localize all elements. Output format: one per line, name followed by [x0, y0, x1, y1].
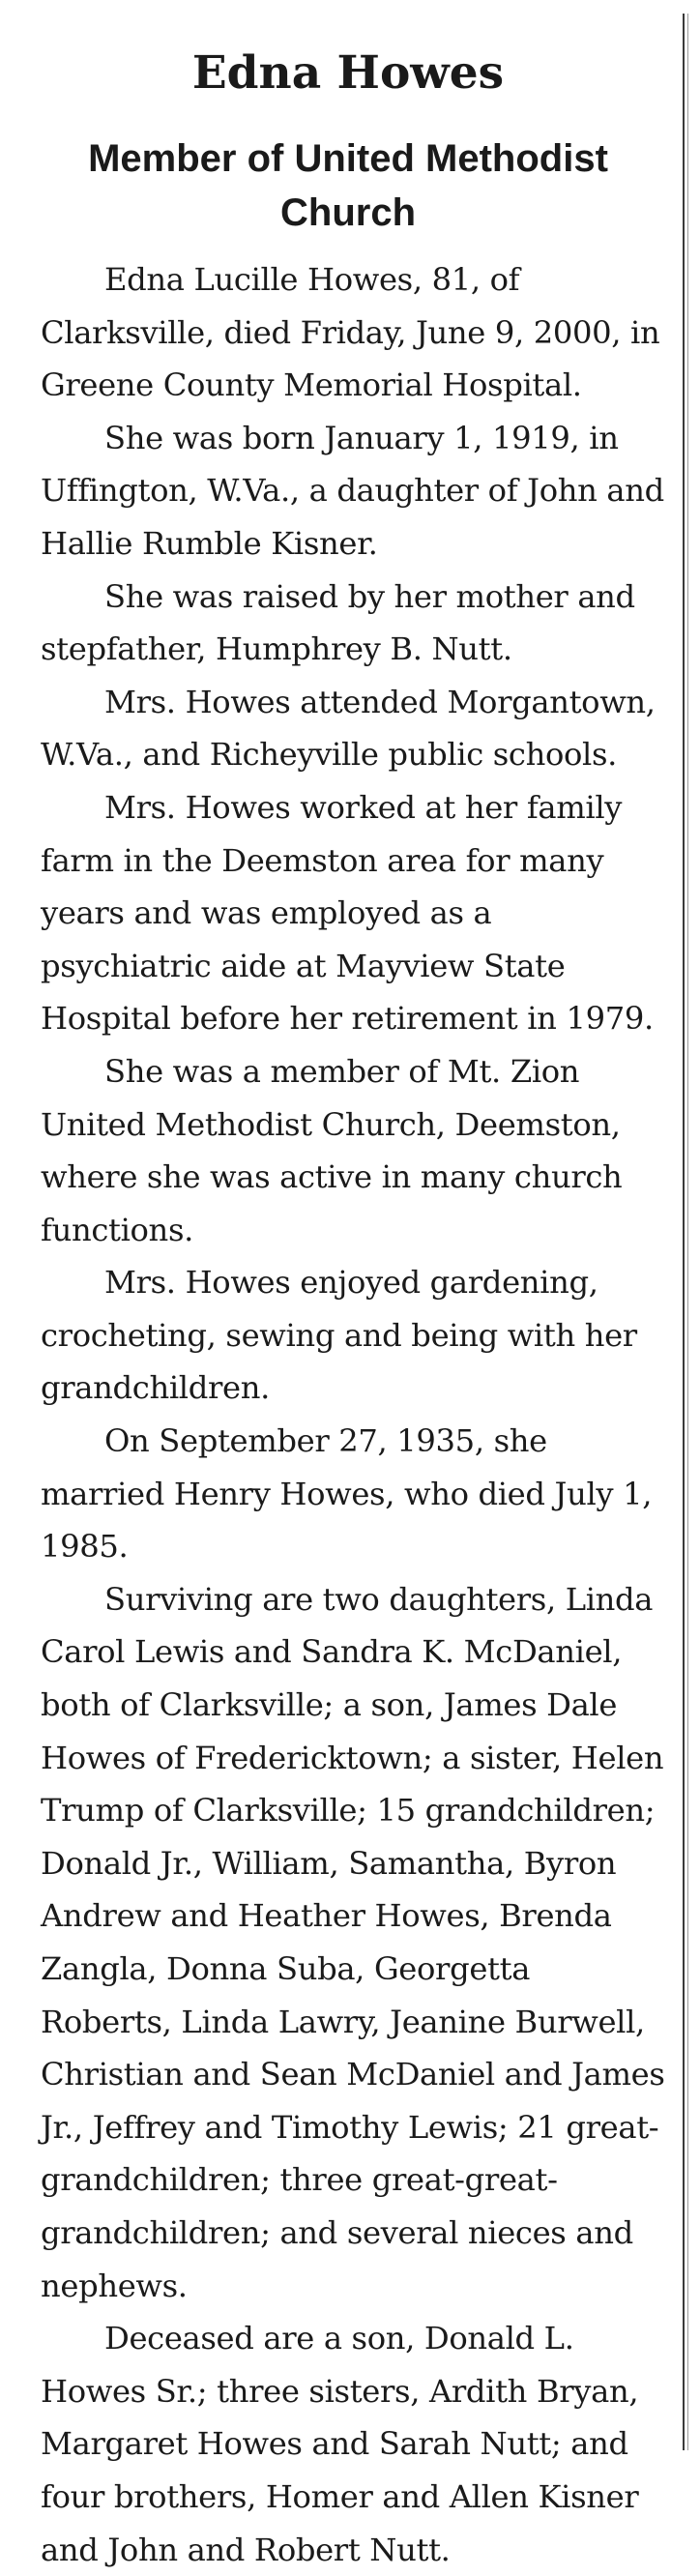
column-rule-shadow: [687, 14, 688, 2450]
paragraph-career: Mrs. Howes worked at her family farm in the Deemston area for many years and was employed as a psychiatric aide at Mayview State Hospital before her retirement in 1979.: [41, 788, 654, 1038]
paragraph-survivors: Surviving are two daughters, Linda Carol Lewis and Sandra K. McDaniel, both of Clarksville; a son, James Dale Howes of Fredericktown; a sister, Helen Trump of Clarksville; 15 grandchildren; Donald Jr., William, Samantha, Byron Andrew and Heather Howes, Brenda Zangla, Donna Suba, Georgetta Roberts, Linda Lawry, Jeanine Burwell, Christian and Sean McDaniel and James Jr., Jeffrey and Timothy Lewis; 21 great-grandchildren; three great-great-grandchildren; and several nieces and nephews.: [41, 1580, 665, 2304]
column-rule: [683, 14, 685, 2450]
paragraph-church: She was a member of Mt. Zion United Methodist Church, Deemston, where she was active in many church functions.: [41, 1052, 623, 1248]
paragraph-death-notice: Edna Lucille Howes, 81, of Clarksville, died Friday, June 9, 2000, in Greene County Memorial Hospital.: [41, 261, 660, 404]
paragraph-hobbies: Mrs. Howes enjoyed gardening, crocheting, sewing and being with her grandchildren.: [41, 1264, 637, 1407]
paragraph-marriage: On September 27, 1935, she married Henry Howes, who died July 1, 1985.: [41, 1422, 653, 1566]
paragraph-education: Mrs. Howes attended Morgantown, W.Va., and Richeyville public schools.: [41, 683, 656, 774]
paragraph-deceased: Deceased are a son, Donald L. Howes Sr.; three sisters, Ardith Bryan, Margaret Howes and Sarah Nutt; and four brothers, Homer and Allen Kisner and John and Robert Nutt.: [41, 2320, 639, 2568]
paragraph-birth: She was born January 1, 1919, in Uffington, W.Va., a daughter of John and Hallie Rumble Kisner.: [41, 419, 664, 562]
obituary-headline: Edna Howes: [191, 46, 505, 100]
obituary-body: [41, 253, 669, 2576]
paragraph-upbringing: She was raised by her mother and stepfather, Humphrey B. Nutt.: [41, 577, 635, 668]
obituary-subheadline: Member of United Methodist Church: [88, 137, 608, 234]
